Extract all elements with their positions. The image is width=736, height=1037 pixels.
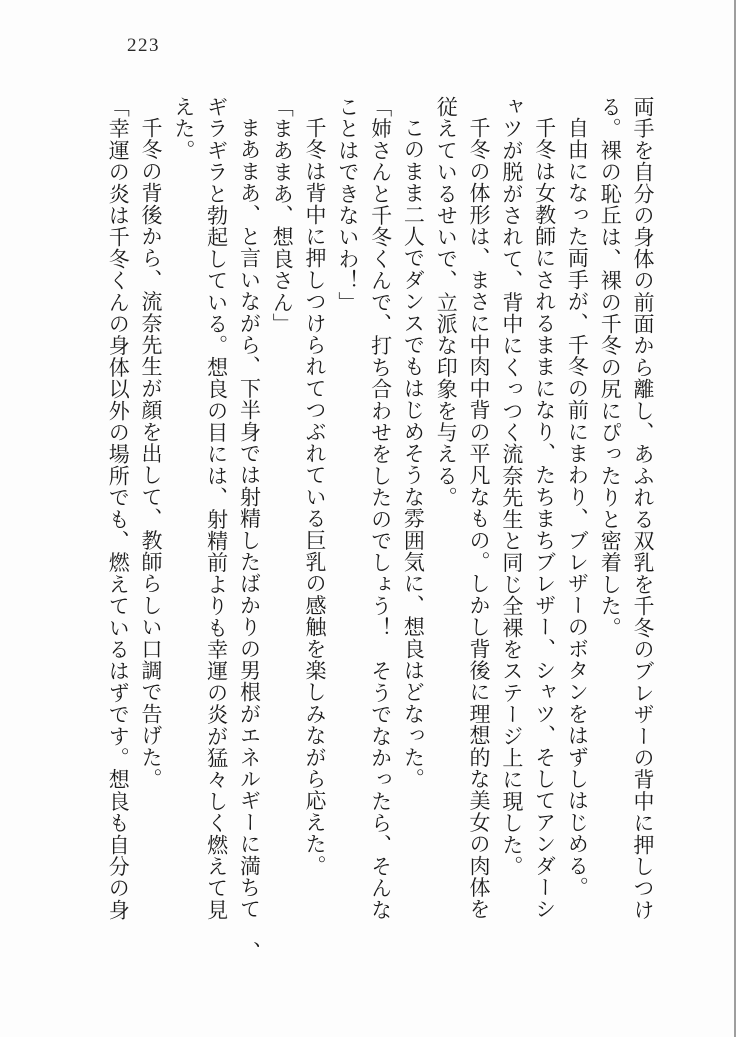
text-block: [101, 96, 659, 963]
paragraph-9-text: まあまあ、と言いながら、下半身では射精したばかりの男根がエネルギーに満ちて: [237, 117, 262, 920]
paragraph-2-text: 自由になった両手が、千冬の前にまわり、ブレザーのボタンをはずしはじめる。: [565, 117, 590, 899]
paragraph-7: [298, 96, 331, 922]
paragraph-3: [495, 96, 561, 922]
paragraph-10-text: 千冬の背後から、流奈先生が顔を出して、教師らしい口調で告げた。: [139, 117, 164, 790]
paragraph-3-text: 千冬は女教師にされるままになり、たちまちブレザー、シャツ、そしてアンダーシャツが脱がされて、背中にくっつく流奈先生と同じ全裸をステージ上に現した。: [499, 96, 557, 920]
paragraph-8-dialogue: [265, 96, 298, 922]
paragraph-5: [397, 96, 430, 922]
page-number: 223: [127, 35, 160, 56]
paragraph-1: [593, 96, 659, 922]
paragraph-7-text: 千冬は背中に押しつけられてつぶれている巨乳の感触を楽しみながら応えた。: [303, 117, 328, 877]
paragraph-4: [429, 96, 495, 922]
paragraph-10: [134, 96, 167, 922]
paragraph-9-text-after: ギラギラと勃起している。想良の目には、射精前よりも幸運の炎が猛々しく燃えて見えた。: [171, 96, 229, 921]
paragraph-2: [561, 96, 594, 922]
paragraph-11-text: 「幸運の炎は千冬くんの身体以外の場所でも、燃えているはずです。想良も自分の身: [106, 96, 131, 921]
paragraph-9: まあまあ、と言いながら、下半身では射精したばかりの男根がエネルギーに満ちて、ギラギラと勃起している。想良の目には、射精前よりも幸運の炎が猛々しく燃えて見えた。: [171, 96, 262, 963]
paragraph-1-text: 両手を自分の身体の前面から離し、あふれる双乳を千冬のブレザーの背中に押しつける。裸の恥丘は、裸の千冬の尻にぴったりと密着した。: [598, 96, 655, 921]
paragraph-6-dialogue: [331, 96, 397, 922]
paragraph-11-dialogue: [101, 96, 134, 922]
paragraph-4-text: 千冬の体形は、まさに中肉中背の平凡なもの。しかし背後に理想的な美女の肉体を従えているせいで、立派な印象を与える。: [434, 96, 492, 920]
paragraph-8-text: 「まあまあ、想良さん」: [270, 96, 295, 335]
paragraph-6-text: 「姉さんと千冬くんで、打ち合わせをしたのでしょう！ そうでなかったら、そんなことはできないわ！」: [335, 96, 393, 921]
paragraph-5-text: このまま二人でダンスでもはじめそうな雰囲気に、想良はどなった。: [401, 117, 426, 790]
